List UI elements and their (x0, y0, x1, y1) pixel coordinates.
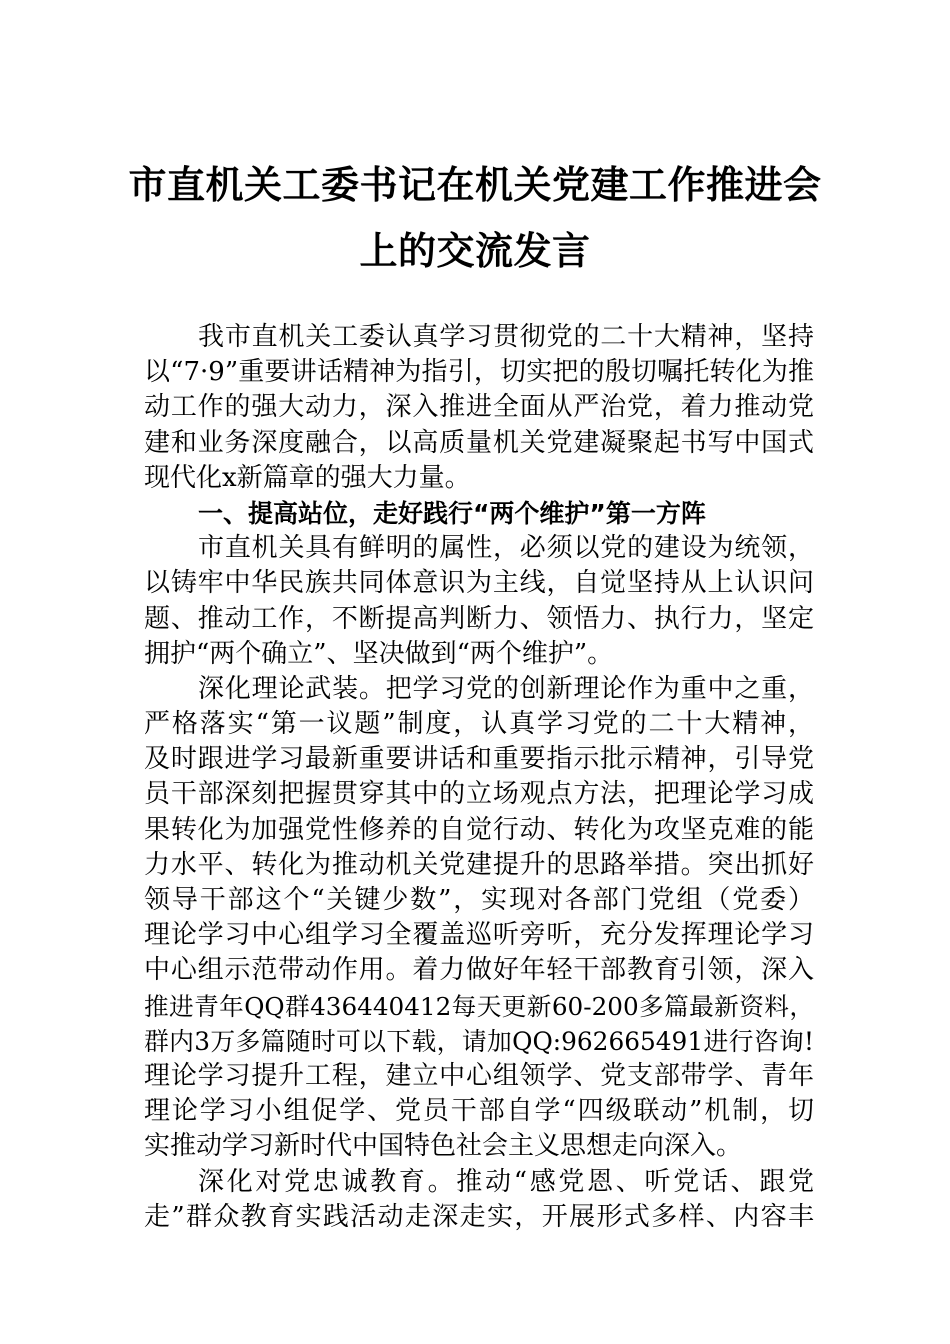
text-line: 力水平、转化为推动机关党建提升的思路举措。突出抓好 (144, 849, 814, 880)
document-body (144, 320, 814, 1235)
text-line: 实推动学习新时代中国特色社会主义思想走向深入。 (144, 1131, 743, 1162)
text-line: 领导干部这个“关键少数”，实现对各部门党组（党委） (144, 885, 814, 915)
text-line: 深化对党忠诚教育。推动“感党恩、听党话、跟党 (198, 1166, 814, 1197)
text-line: 中心组示范带动作用。着力做好年轻干部教育引领，深入 (144, 955, 814, 986)
text-line: 以铸牢中华民族共同体意识为主线，自觉坚持从上认识问 (144, 568, 814, 599)
text-line: 市直机关具有鲜明的属性，必须以党的建设为统领， (198, 533, 814, 564)
text-line: 员干部深刻把握贯穿其中的立场观点方法，把理论学习成 (144, 779, 814, 810)
text-line: 深化理论武装。把学习党的创新理论作为重中之重， (198, 673, 814, 704)
text-line: 理论学习小组促学、党员干部自学“四级联动”机制，切 (144, 1096, 814, 1127)
text-line: 题、推动工作，不断提高判断力、领悟力、执行力，坚定 (144, 603, 814, 634)
document-title-line-1: 市直机关工委书记在机关党建工作推进会 (128, 163, 822, 207)
text-line: 推进青年QQ群436440412每天更新60-200多篇最新资料， (144, 991, 814, 1021)
text-line: 走”群众教育实践活动走深走实，开展形式多样、内容丰 (144, 1201, 814, 1232)
text-line: 动工作的强大动力，深入推进全面从严治党，着力推动党 (144, 392, 814, 423)
text-line: 严格落实“第一议题”制度，认真学习党的二十大精神， (144, 709, 814, 740)
text-line: 现代化x新篇章的强大力量。 (144, 462, 471, 493)
section-heading: 一、提高站位，走好践行“两个维护”第一方阵 (198, 498, 706, 528)
text-line: 理论学习提升工程，建立中心组领学、党支部带学、青年 (144, 1060, 814, 1091)
document-title-line-2: 上的交流发言 (359, 229, 591, 273)
text-line: 以“7·9”重要讲话精神为指引，切实把的殷切嘱托转化为推 (144, 357, 814, 388)
text-line: 我市直机关工委认真学习贯彻党的二十大精神，坚持 (198, 322, 814, 352)
text-line: 拥护“两个确立”、坚决做到“两个维护”。 (144, 638, 614, 669)
text-line: 建和业务深度融合，以高质量机关党建凝聚起书写中国式 (144, 427, 814, 458)
text-line: 理论学习中心组学习全覆盖巡听旁听，充分发挥理论学习 (144, 920, 814, 951)
text-line: 群内3万多篇随时可以下载，请加QQ:962665491进行咨询! (144, 1026, 814, 1056)
text-line: 果转化为加强党性修养的自觉行动、转化为攻坚克难的能 (144, 814, 814, 845)
text-line: 及时跟进学习最新重要讲话和重要指示批示精神，引导党 (144, 744, 814, 775)
